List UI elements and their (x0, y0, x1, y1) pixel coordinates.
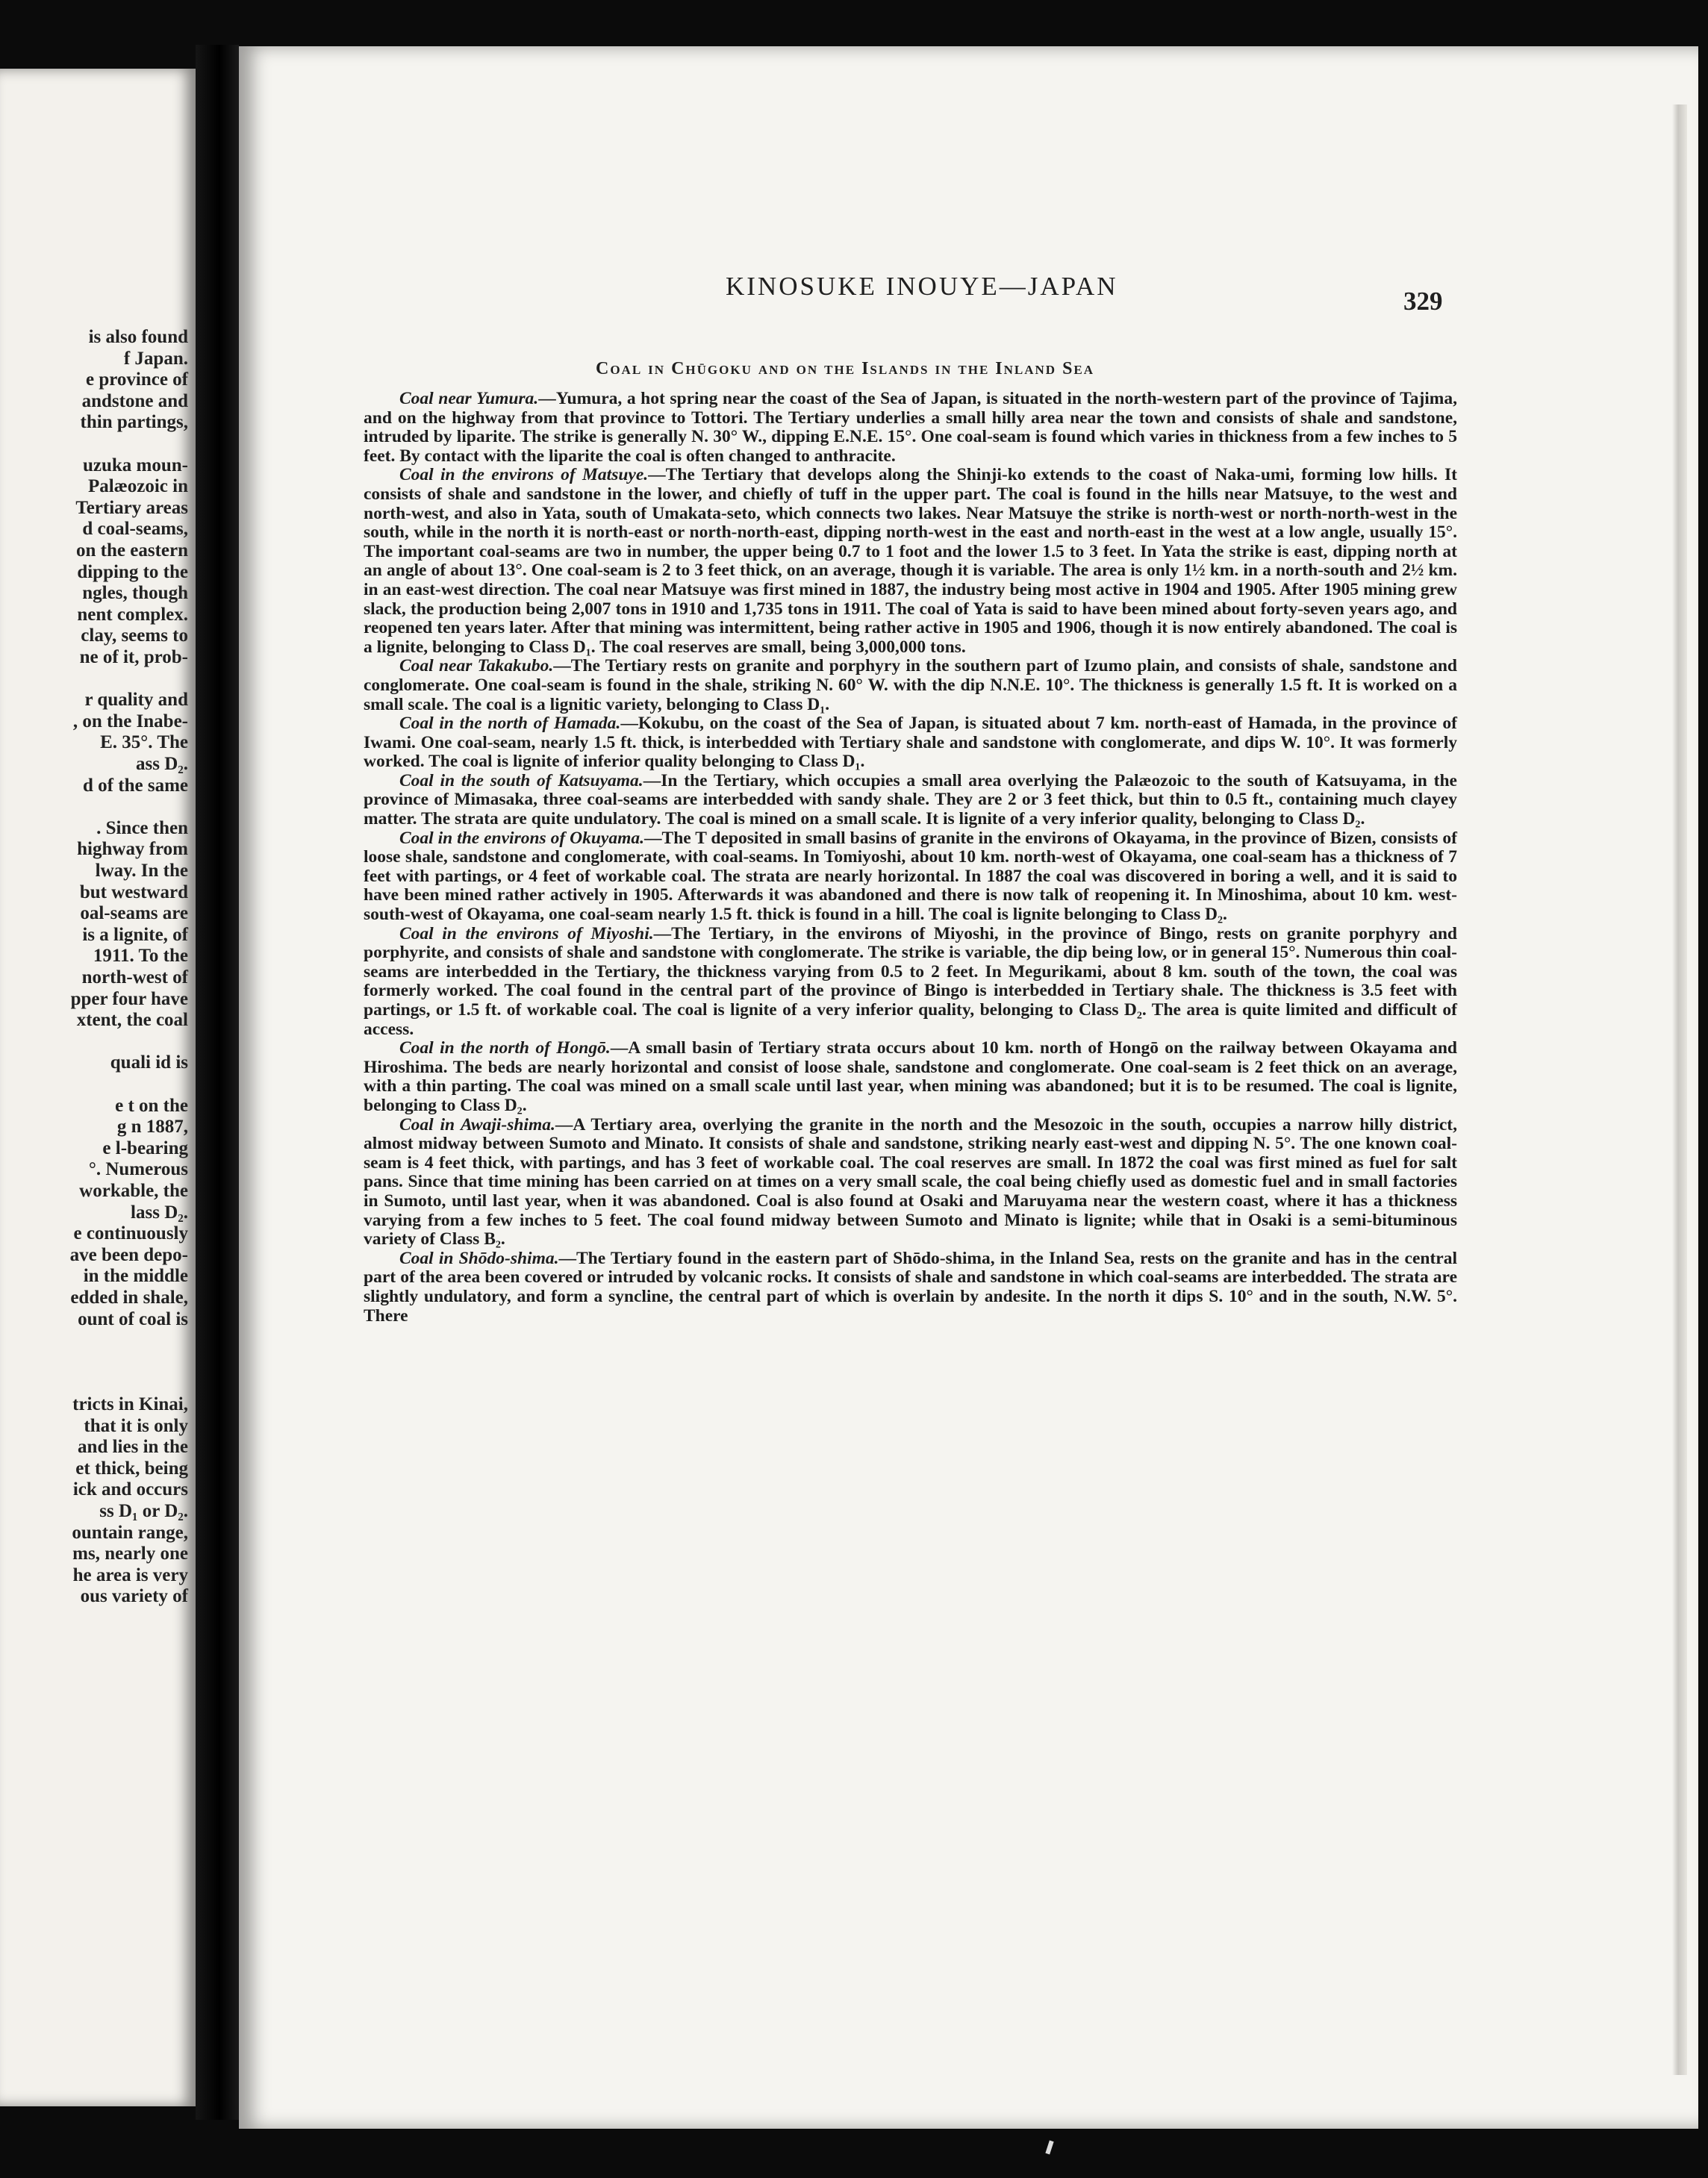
left-page-fragment: Tertiary areas (75, 497, 188, 518)
paragraph (364, 772, 1457, 829)
left-page-fragment: highway from (77, 839, 188, 860)
running-head: KINOSUKE INOUYE—JAPAN (726, 272, 1118, 301)
left-page-fragment: ass D₂. (135, 754, 188, 774)
left-page-fragment: quali id is (110, 1052, 188, 1073)
left-page-fragment: uzuka moun- (82, 455, 188, 475)
left-page-fragment: . Since then (96, 817, 188, 838)
left-page-fragment: e continuously (73, 1223, 188, 1244)
left-page-fragment: f Japan. (123, 348, 188, 369)
paragraph-lead: Coal in the south of Katsuyama. (399, 770, 643, 790)
book-gutter (196, 45, 239, 2120)
left-page-fragment: that it is only (84, 1415, 188, 1436)
left-page-fragment: edded in shale, (70, 1288, 188, 1308)
paragraph (364, 1116, 1457, 1249)
page-edge (1672, 104, 1687, 2075)
left-page-fragment: ount of coal is (78, 1308, 188, 1329)
left-page-fragment: is also found (88, 327, 188, 347)
paragraph (364, 925, 1457, 1040)
left-page-fragment: clay, seems to (81, 625, 188, 646)
left-page-fragment: nent complex. (77, 604, 188, 625)
left-page-fragment: 1911. To the (93, 946, 188, 967)
left-page-fragment: ous variety of (80, 1586, 188, 1607)
left-page-fragment: g n 1887, (116, 1117, 188, 1138)
body-text (364, 390, 1457, 1326)
left-page-fragment: and lies in the (78, 1437, 188, 1458)
left-page-fragment: ms, nearly one (72, 1544, 188, 1564)
left-page-fragment: ountain range, (72, 1522, 188, 1543)
paragraph-text: —Kokubu, on the coast of the Sea of Japan, is situated about 7 km. north-east of Hamada, in the province of Iwami. One coal-seam, nearly 1.5 ft. thick, is interbedded with Tertiary shale and sandstone with conglomerate, and dips W. 10°. It was formerly worked. The coal is lignite of inferior quality belonging to Class D₁. (364, 714, 1457, 772)
left-page-fragment: north-west of (81, 967, 188, 987)
left-page-fragment: he area is very (72, 1564, 188, 1585)
left-facing-page (0, 69, 196, 2106)
paragraph-text: —The Tertiary rests on granite and porphyry in the southern part of Izumo plain, and consists of shale, sandstone and conglomerate. One coal-seam is found in the shale, striking N. 60° W. with the dip N.N.E. 10°. The thickness is generally 1.5 ft. It is worked on a small scale. The coal is a lignitic variety, belonging to Class D₁. (364, 656, 1458, 714)
paragraph (364, 1039, 1457, 1115)
left-page-fragment: ne of it, prob- (79, 647, 188, 667)
left-page-fragment: , on the Inabe- (72, 711, 188, 731)
left-page-fragment: ick and occurs (72, 1479, 188, 1500)
left-page-fragment: thin partings, (80, 412, 188, 433)
paragraph-lead: Coal in the environs of Okuyama. (399, 828, 645, 848)
left-page-fragment: ave been depo- (69, 1244, 188, 1265)
paragraph-lead: Coal in Awaji-shima. (399, 1114, 555, 1135)
left-page-fragment: tricts in Kinai, (72, 1394, 188, 1414)
paragraph-lead: Coal in the environs of Miyoshi. (399, 923, 654, 943)
left-page-fragment: on the eastern (76, 540, 188, 561)
left-page-fragment: ss D₁ or D₂. (99, 1501, 188, 1521)
paragraph-text: —In the Tertiary, which occupies a small area overlying the Palæozoic to the south of Katsuyama, in the province of Mimasaka, three coal-seams are interbedded with sandy shale. They are 2 or 3 feet thick, but thin to 0.5 ft., containing much clayey matter. The strata are quite undulatory. The coal is mined on a small scale. It is lignite of a very inferior quality, belonging to Class D₂. (364, 770, 1457, 829)
section-heading: Coal in Chūgoku and on the Islands in the Inland Sea (596, 359, 1095, 378)
paragraph-text: —The Tertiary found in the eastern part of Shōdo-shima, in the Inland Sea, rests on the granite and has in the central part of the area been covered or intruded by volcanic rocks. It consists of shale and sandstone in which coal-seams are interbedded. The strata are slightly undulatory, and form a syncline, the central part of which is overlain by andesite. In the north it dips S. 10° and in the south, N.W. 5°. There (364, 1248, 1457, 1326)
paragraph-lead: Coal in the north of Hamada. (399, 714, 621, 734)
paragraph-text: —Yumura, a hot spring near the coast of the Sea of Japan, is situated in the north-western part of the province of Tajima, and on the highway from that province to Tottori. The Tertiary underlies a small hilly area near the town and consists of shale and sandstone, intruded by liparite. The strike is generally N. 30° W., dipping E.N.E. 15°. One coal-seam is found which varies in thickness from a few inches to 5 feet. By contact with the liparite the coal is often changed to anthracite. (364, 389, 1457, 466)
paragraph-lead: Coal in the north of Hongō. (399, 1038, 611, 1058)
paragraph (364, 390, 1457, 466)
paragraph (364, 466, 1457, 657)
paragraph (364, 657, 1457, 714)
left-page-fragment: e province of (85, 369, 188, 390)
left-page-fragment: dipping to the (77, 561, 188, 582)
left-page-fragment: e t on the (115, 1095, 188, 1116)
paragraph-lead: Coal in the environs of Matsuye. (399, 465, 649, 485)
left-page-fragment: Palæozoic in (87, 476, 188, 497)
left-page-fragment: d coal-seams, (82, 519, 188, 540)
left-page-fragment: workable, the (79, 1181, 188, 1201)
paragraph (364, 714, 1457, 772)
left-page-fragment: lway. In the (95, 861, 188, 881)
left-page-fragment: pper four have (70, 988, 188, 1009)
paragraph (364, 829, 1457, 925)
paragraph (364, 1249, 1457, 1326)
left-page-fragment: but westward (79, 882, 188, 902)
left-page-fragment: °. Numerous (88, 1159, 188, 1180)
left-page-fragment: E. 35°. The (100, 732, 188, 753)
left-page-fragment: ngles, though (82, 583, 188, 604)
left-page-fragment: andstone and (81, 390, 188, 411)
paragraph-text: —The T deposited in small basins of granite in the environs of Okayama, in the province of Bizen, consists of loose shale, sandstone and conglomerate, with coal-seams. In Tomiyoshi, about 10 km. north-west of Okayama, one coal-seam has a thickness of 7 feet with partings, or 4 feet of workable coal. The strata are nearly horizontal. In 1887 the coal was discovered in boring a well, and it is said to have been mined rather actively in 1905. Afterwards it was abandoned and there is now talk of reopening it. In Minoshima, about 10 km. west-south-west of Okayama, one coal-seam nearly 1.5 ft. thick is found in a hill. The coal is lignite belonging to Class D₂. (364, 828, 1457, 925)
paragraph-lead: Coal near Yumura. (399, 389, 539, 408)
left-page-fragment: et thick, being (75, 1458, 188, 1479)
left-page-fragment: in the middle (83, 1266, 188, 1287)
left-page-fragment: xtent, the coal (76, 1010, 188, 1031)
paragraph-lead: Coal in Shōdo-shima. (399, 1248, 559, 1268)
paragraph-text: —A Tertiary area, overlying the granite in the north and the Mesozoic in the south, occupies a narrow hilly district, almost midway between Sumoto and Minato. It consists of shale and sandstone, striking nearly east-west and dipping N. 5°. The one known coal-seam is 4 feet thick, with partings, and has 3 feet of workable coal. The coal reserves are small. In 1872 the coal was first mined as fuel for salt pans. Since that time mining has been carried on at times on a very small scale, the coal being chiefly used as domestic fuel and in small factories in Sumoto, until last year, when it was abandoned. Coal is also found at Osaki and Maruyama near the western coast, where it has a thickness varying from a few inches to 5 feet. The coal found midway between Sumoto and Minato is lignite; while that in Osaki is a semi-bituminous variety of Class B₂. (364, 1114, 1457, 1249)
left-page-fragment: lass D₂. (131, 1202, 188, 1223)
left-page-fragment: is a lignite, of (82, 924, 188, 945)
paragraph-text: —A small basin of Tertiary strata occurs about 10 km. north of Hongō on the railway between Okayama and Hiroshima. The beds are nearly horizontal and consist of loose shale, sandstone and conglomerate. One coal-seam is 2 feet thick on an average, with a thin parting. The coal was mined on a small scale until last year, when mining was abandoned; but it is to be resumed. The coal is lignite, belonging to Class D₂. (364, 1038, 1457, 1115)
paragraph-text: —The Tertiary, in the environs of Miyoshi, in the province of Bingo, rests on granite porphyry and porphyrite, and consists of shale and sandstone with conglomerate. The strike is variable, the dip being low, or in general 15°. Numerous thin coal-seams are interbedded in the Tertiary, the thickness varying from 0.5 to 2 feet. In Megurikami, about 8 km. south of the town, the coal was formerly worked. The coal found in the central part of the province of Bingo is interbedded in Tertiary shale. The thickness is 3.5 feet with partings, or 1.5 ft. of workable coal. The coal is lignite of a very inferior quality, belonging to Class D₂. The area is quite limited and difficult of access. (364, 923, 1458, 1039)
left-page-fragment: e l-bearing (102, 1138, 188, 1158)
left-page-fragment: r quality and (84, 690, 188, 711)
left-page-fragment: oal-seams are (80, 903, 188, 924)
paragraph-text: —The Tertiary that develops along the Shinji-ko extends to the coast of Naka-umi, forming low hills. It consists of shale and sandstone in the lower, and chiefly of tuff in the upper part. The coal is found in the hills near Matsuye, to the west and north-west, and also in Yata, south of Umakata-seto, which connects two lakes. Near Matsuye the strike is north-west or north-north-west in the south, while in the north it is north-east or north-north-east, dipping north-west in the east and north-east in the west at a low angle, usually 15°. The important coal-seams are two in number, the upper being 0.7 to 1 foot and the lower 1.5 to 3 feet. In Yata the strike is east, dipping north at an angle of about 13°. One coal-seam is 2 to 3 feet thick, on an average, though it is variable. The area is only 1½ km. in a north-south and 2½ km. in an east-west direction. The coal near Matsuye was first mined in 1887, the industry being most active in 1904 and 1905. After 1905 mining grew slack, the production being 2,007 tons in 1910 and 1,735 tons in 1911. The coal of Yata is said to have been mined about forty-seven years ago, and reopened ten years later. After that mining was intermittent, being rather active in 1905 and 1906, though it is now entirely abandoned. The coal is a lignite, belonging to Class D₁. The coal reserves are small, being 3,000,000 tons. (364, 465, 1457, 657)
page-number: 329 (1403, 287, 1443, 316)
paragraph-lead: Coal near Takakubo. (399, 656, 554, 676)
left-page-fragment: d of the same (83, 775, 188, 796)
